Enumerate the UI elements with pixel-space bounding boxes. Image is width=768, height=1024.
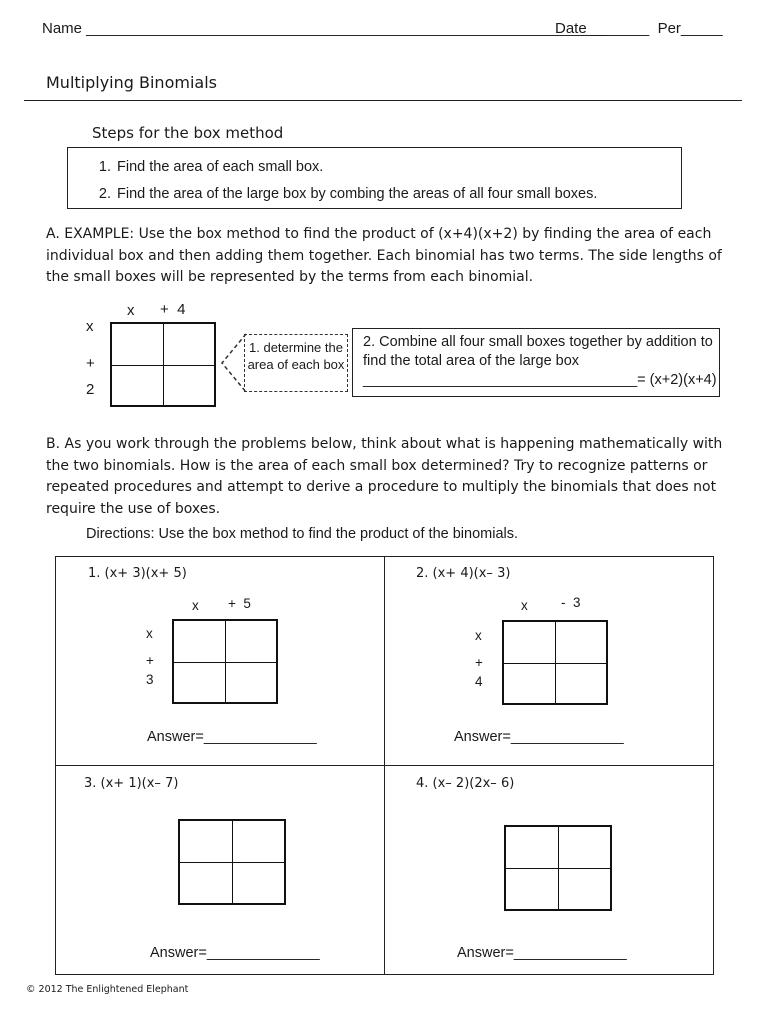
problem-1-box-grid[interactable] <box>172 619 278 704</box>
problem-2-answer[interactable]: Answer=______________ <box>454 729 624 745</box>
problem-3-box-grid[interactable] <box>178 819 286 905</box>
step-item-2: 2. Find the area of the large box by combing the areas of all four small boxes. <box>115 181 681 208</box>
problem-2-box-grid[interactable] <box>502 620 608 705</box>
problem-2-top-x: x <box>521 598 528 613</box>
problem-3-answer[interactable]: Answer=______________ <box>150 945 320 961</box>
problems-horizontal-divider <box>55 765 714 766</box>
steps-heading: Steps for the box method <box>92 124 284 142</box>
problem-2-left-num: 4 <box>475 674 483 689</box>
problem-4-answer[interactable]: Answer=______________ <box>457 945 627 961</box>
name-field-line[interactable]: Name ______________________________________________________________ <box>42 20 604 37</box>
steps-box <box>67 147 682 209</box>
example-paragraph: A. EXAMPLE: Use the box method to find the product of (x+4)(x+2) by finding the area of each individual box and then adding them together. Each binomial has two terms. The side lengths of the small boxes will be represented by the terms from each binomial. <box>46 226 722 285</box>
problem-1-top-x: x <box>192 598 199 613</box>
callout-combine-boxes <box>352 328 720 397</box>
example-left-plus: + <box>86 355 95 372</box>
page-title: Multiplying Binomials <box>46 73 217 92</box>
problem-1-title: 1. (x+ 3)(x+ 5) <box>88 566 187 581</box>
problem-2-left-plus: + <box>475 655 483 670</box>
example-top-x: x <box>127 302 135 319</box>
example-answer-line[interactable]: __________________________________= (x+2)(x+4) <box>363 372 717 388</box>
problem-1-left-plus: + <box>146 653 154 668</box>
callout-combine-text: 2. Combine all four small boxes together by addition to find the total area of the large box <box>363 334 713 369</box>
example-top-plus4: + 4 <box>160 301 186 318</box>
problem-4-box-grid[interactable] <box>504 825 612 911</box>
problem-2-top-term: - 3 <box>561 595 581 610</box>
callout-determine-area: 1. determine the area of each box <box>244 334 348 392</box>
step-item-1: 1. Find the area of each small box. <box>115 154 681 181</box>
problem-2-title: 2. (x+ 4)(x– 3) <box>416 566 511 581</box>
problem-1-left-x: x <box>146 626 153 641</box>
example-box-grid <box>110 322 216 407</box>
problem-2-left-x: x <box>475 628 482 643</box>
date-period-field-line[interactable]: Date _______ Per_____ <box>555 20 723 37</box>
problem-1-top-term: + 5 <box>228 596 251 611</box>
header-divider <box>24 100 742 101</box>
problem-1-answer[interactable]: Answer=______________ <box>147 729 317 745</box>
copyright-footer: © 2012 The Enlightened Elephant <box>26 984 189 995</box>
example-left-x: x <box>86 318 94 335</box>
problem-4-title: 4. (x– 2)(2x– 6) <box>416 776 515 791</box>
problem-1-left-num: 3 <box>146 672 154 687</box>
problem-3-title: 3. (x+ 1)(x– 7) <box>84 776 179 791</box>
example-left-2: 2 <box>86 381 95 398</box>
section-b-paragraph: B. As you work through the problems below, think about what is happening mathematically with the two binomials. How is the area of each small box determined? Try to recognize patterns or repeated procedures and attempt to derive a procedure to multiply the binomials that does not require the use of boxes. <box>46 436 723 517</box>
directions-text: Directions: Use the box method to find the product of the binomials. <box>86 526 519 542</box>
